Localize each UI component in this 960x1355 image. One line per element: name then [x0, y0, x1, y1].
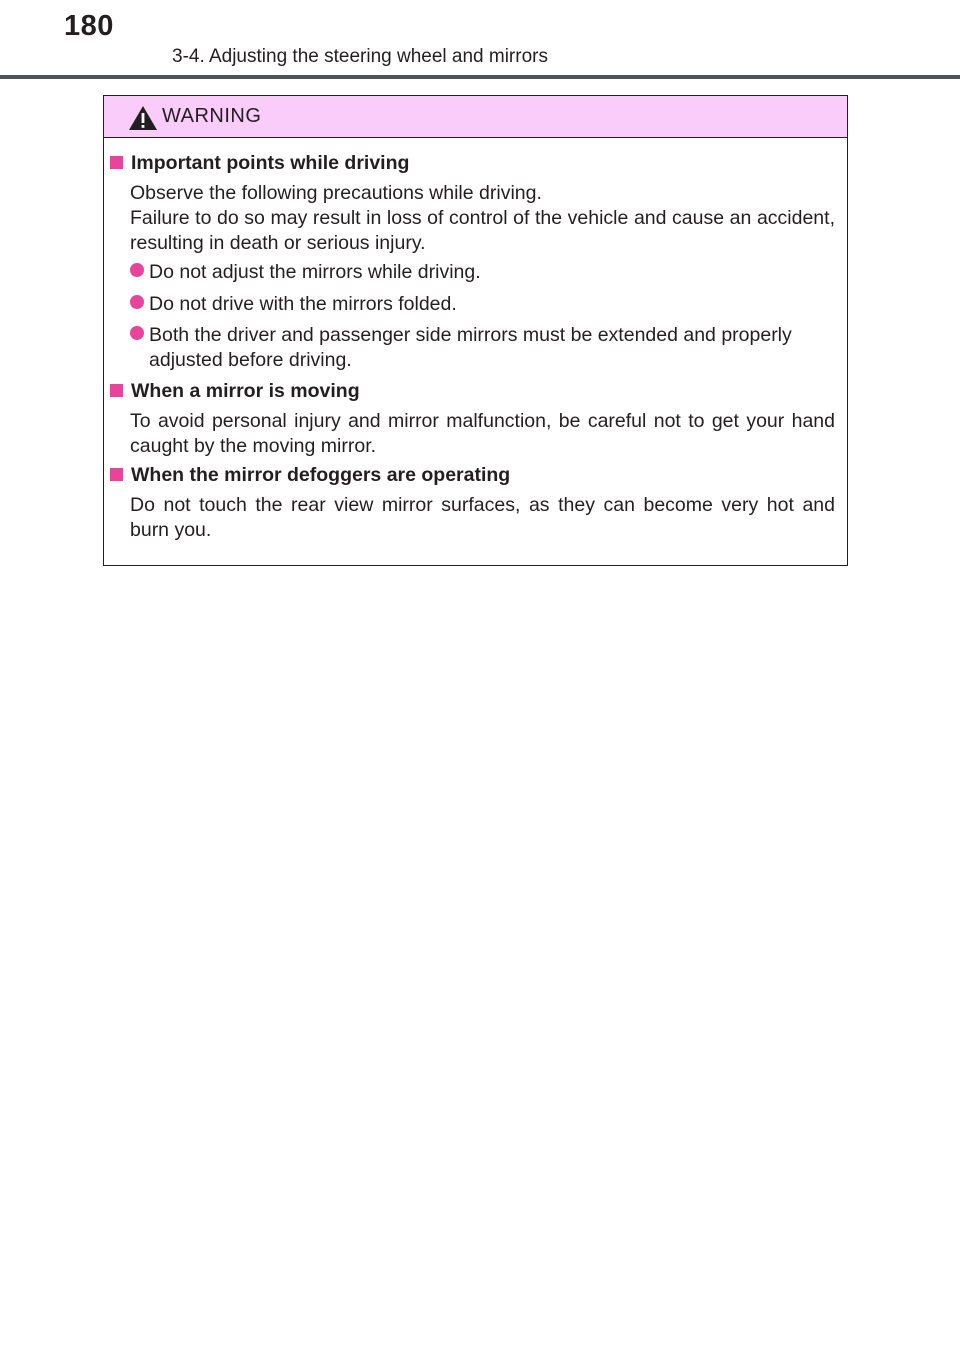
- section-title: 3-4. Adjusting the steering wheel and mirrors: [172, 46, 548, 67]
- page-header: [0, 0, 960, 80]
- square-marker-icon: [110, 468, 123, 481]
- list-item: Do not adjust the mirrors while driving.: [149, 261, 481, 283]
- bullet-icon: [130, 263, 144, 277]
- paragraph: Observe the following precautions while driving.: [130, 182, 542, 204]
- warning-triangle-icon: [128, 105, 158, 131]
- list-item: Do not drive with the mirrors folded.: [149, 293, 457, 315]
- bullet-icon: [130, 295, 144, 309]
- paragraph: Failure to do so may result in loss of control of the vehicle and cause an accident, resulting in death or serious injury.: [130, 207, 835, 254]
- warning-header: [104, 96, 847, 138]
- list-item: Both the driver and passenger side mirrors must be extended and properly adjusted before driving.: [149, 324, 792, 371]
- warning-box: [103, 95, 848, 566]
- section-heading: When the mirror defoggers are operating: [110, 464, 510, 487]
- square-marker-icon: [110, 156, 123, 169]
- bullet-icon: [130, 326, 144, 340]
- header-divider: [0, 75, 960, 79]
- section-heading: Important points while driving: [110, 152, 409, 175]
- warning-title: WARNING: [162, 105, 262, 127]
- section-heading: When a mirror is moving: [110, 380, 360, 403]
- paragraph: To avoid personal injury and mirror malfunction, be careful not to get your hand caught by the moving mirror.: [130, 410, 835, 457]
- paragraph: Do not touch the rear view mirror surfaces, as they can become very hot and burn you.: [130, 494, 835, 541]
- square-marker-icon: [110, 384, 123, 397]
- page-number: 180: [64, 10, 114, 42]
